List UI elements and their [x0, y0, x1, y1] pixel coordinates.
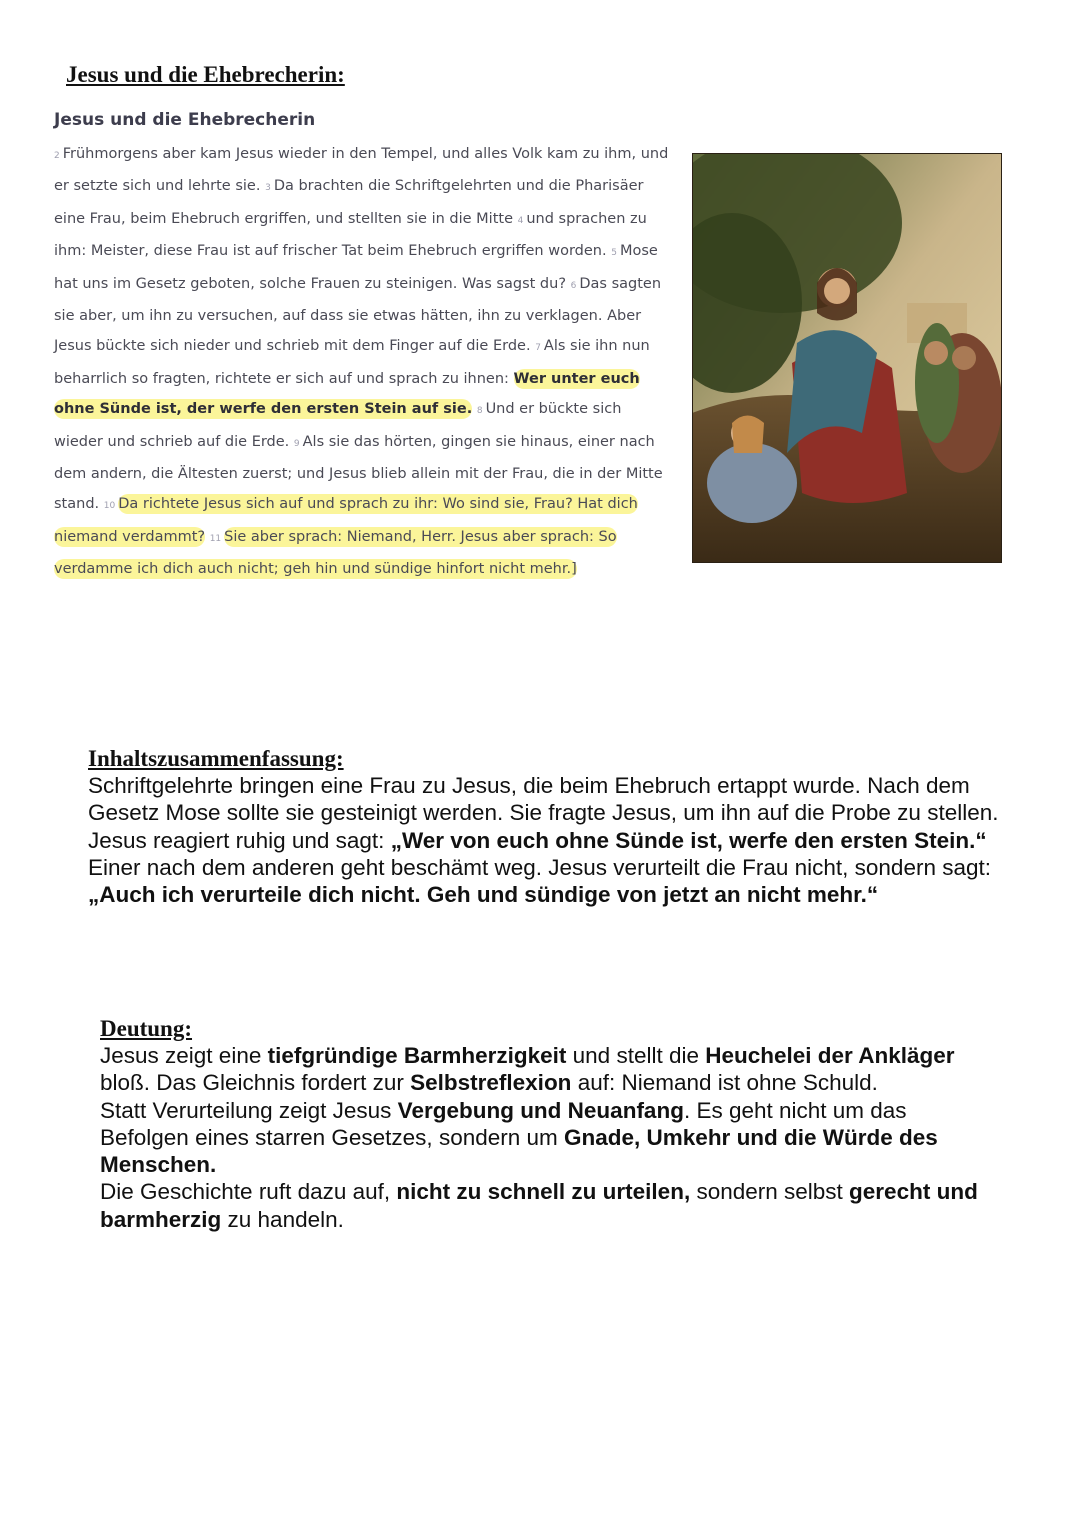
verse-number: 6: [570, 280, 577, 291]
highlighted-verse: Da richtete Jesus sich auf und sprach zu ihr: Wo sind sie, Frau? Hat dich niemand verdammt?: [54, 496, 638, 545]
verse-number: 3: [265, 183, 271, 194]
verse-text: Mose hat uns im Gesetz geboten, solche Frauen zu steinigen. Was sagst du?: [54, 243, 658, 292]
verse-number: 8: [476, 406, 483, 417]
meaning-emphasis: gerecht und barmherzig: [100, 1179, 978, 1232]
highlighted-verse: Sie aber sprach: Niemand, Herr. Jesus aber sprach: So verdamme ich dich auch nicht; geh hin und sündige hinfort nicht mehr.]: [54, 528, 617, 578]
meaning-text: sondern selbst: [690, 1179, 850, 1205]
meaning-emphasis: nicht zu schnell zu urteilen,: [396, 1179, 691, 1205]
bible-heading: Jesus und die Ehebrecherin: [54, 110, 316, 130]
page-title: Jesus und die Ehebrecherin:: [66, 62, 345, 87]
meaning-text: Die Geschichte ruft dazu auf,: [100, 1179, 397, 1205]
summary-quote: „Auch ich verurteile dich nicht. Geh und sündige von jetzt an nicht mehr.“: [88, 882, 879, 908]
highlighted-verse: Wer unter euch ohne Sünde ist, der werfe den ersten Stein auf sie.: [54, 370, 640, 418]
meaning-text: auf: Niemand ist ohne Schuld.: [571, 1070, 878, 1096]
meaning-text: Statt Verurteilung zeigt Jesus: [100, 1097, 398, 1123]
summary-body: [88, 772, 1008, 908]
verse-number: 4: [517, 215, 524, 226]
meaning-body: [100, 1042, 980, 1233]
summary-section: [88, 746, 1008, 908]
meaning-title: Deutung:: [100, 1016, 193, 1041]
summary-text: Einer nach dem anderen geht beschämt weg. Jesus verurteilt die Frau nicht, sondern sagt:: [88, 854, 991, 880]
summary-quote: „Wer von euch ohne Sünde ist, werfe den ersten Stein.“: [390, 827, 987, 853]
summary-text: Schriftgelehrte bringen eine Frau zu Jesus, die beim Ehebruch ertappt wurde. Nach dem Gesetz Mose sollte sie gesteinigt werden. Sie fragte Jesus, um ihn auf die Probe zu stellen. Jesus reagiert ruhig und sagt:: [88, 773, 999, 853]
summary-paragraph: [88, 772, 1008, 854]
meaning-text: . Es geht nicht um das Befolgen eines starren Gesetzes, sondern um: [100, 1097, 907, 1150]
bible-passage: [54, 110, 674, 585]
verse-text: Als sie das hörten, gingen sie hinaus, einer nach dem andern, die Ältesten zuerst; und Jesus blieb allein mit der Frau, die in der Mitte stand.: [54, 433, 663, 513]
summary-paragraph: [88, 854, 1008, 909]
verse-text: Das sagten sie aber, um ihn zu versuchen, auf dass sie etwas hätten, ihn zu verklagen. Aber Jesus bückte sich nieder und schrieb mit dem Finger auf die Erde.: [54, 275, 662, 355]
verse-number: 2: [54, 151, 60, 161]
meaning-paragraph: [100, 1178, 980, 1233]
meaning-emphasis: tiefgründige Barmherzigkeit: [267, 1043, 567, 1068]
verse-number: 9: [293, 438, 300, 449]
meaning-text: Jesus zeigt eine: [100, 1043, 268, 1068]
meaning-text: und stellt die: [566, 1043, 706, 1068]
verse-number: 5: [611, 248, 617, 259]
verse-number: 7: [535, 343, 541, 354]
verse-text: Als sie ihn nun beharrlich so fragten, richtete er sich auf und sprach zu ihnen:: [54, 338, 650, 387]
meaning-text: bloß. Das Gleichnis fordert zur: [100, 1070, 411, 1096]
verse-text: Frühmorgens aber kam Jesus wieder in den Tempel, und alles Volk kam zu ihm, und er setzte sich und lehrte sie.: [54, 146, 669, 195]
verse-text: Da brachten die Schriftgelehrten und die Pharisäer eine Frau, beim Ehebruch ergriffen, und stellten sie in die Mitte: [54, 178, 644, 227]
summary-title: Inhaltszusammenfassung:: [88, 746, 344, 771]
meaning-emphasis: Gnade, Umkehr und die Würde des Menschen.: [100, 1124, 938, 1178]
verse-text: Und er bückte sich wieder und schrieb auf die Erde.: [54, 401, 622, 450]
verse-number: 10: [103, 501, 116, 512]
painting-jesus-and-adulteress: [692, 153, 1002, 563]
verse-text: und sprachen zu ihm: Meister, diese Frau ist auf frischer Tat beim Ehebruch ergriffen worden.: [54, 210, 647, 260]
meaning-paragraph: [100, 1042, 980, 1097]
meaning-emphasis: Heuchelei der Ankläger: [705, 1043, 955, 1068]
meaning-emphasis: Vergebung und Neuanfang: [397, 1097, 684, 1123]
meaning-emphasis: Selbstreflexion: [410, 1070, 572, 1096]
verse-number: 11: [209, 533, 222, 544]
meaning-text: zu handeln.: [221, 1206, 344, 1232]
meaning-paragraph: [100, 1097, 980, 1179]
bible-text: [54, 139, 674, 585]
meaning-section: [100, 1016, 980, 1233]
